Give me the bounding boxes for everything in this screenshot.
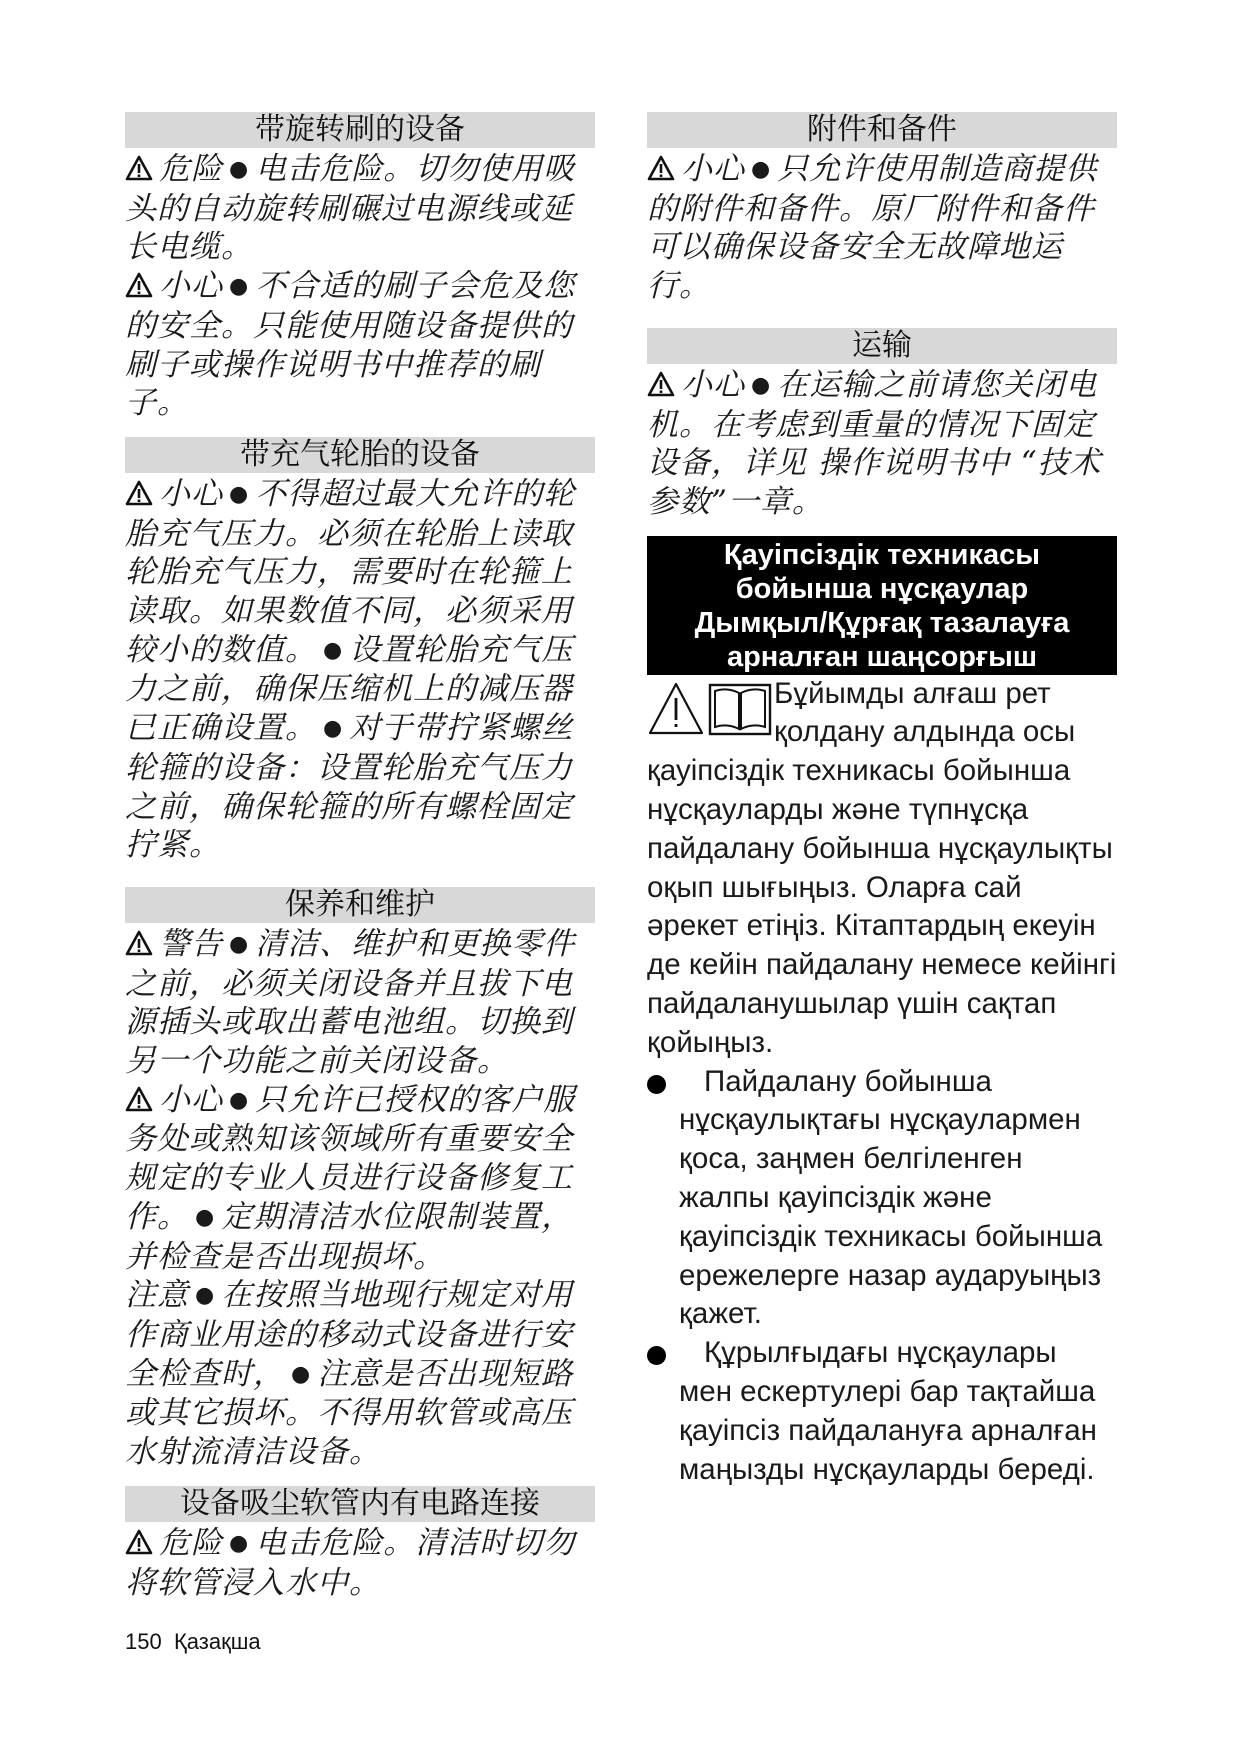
danger-paragraph [125,1524,595,1602]
caution-text: 设置轮胎充气压力之前，确保压缩机上的减压器已正确设置。 [125,631,574,747]
intro-text: қауіпсіздік техникасы бойынша нұсқауларды және түпнұсқа пайдалану бойынша нұсқаулықты оқып шығыңыз. Оларға сай әрекет етіңіз. Кітаптардың екеуін де кейін пайдалану немесе кейінгі пайдаланушылар үшін сақтап қойыңыз. [647,754,1117,1059]
danger-label: 危险 [159,1524,223,1561]
section-title-rotating-brush: 带旋转刷的设备 [125,112,595,148]
warning-text: 清洁、维护和更换零件之前，必须关闭设备并且拔下电源插头或取出蓄电池组。切换到另一个功能之前关闭设备。 [125,925,576,1080]
bullet-dot-icon: ● [323,637,344,663]
bullet-dot-icon: ● [323,716,344,742]
caution-text: 在运输之前请您关闭电机。在考虑到重量的情况下固定设备，详见 操作说明书中 “技术参数”一章。 [647,366,1102,520]
right-column [647,112,1117,1489]
warning-triangle-icon [125,1086,153,1112]
safety-bullet-list [647,1063,1117,1490]
bullet-dot-icon: ● [229,1087,250,1113]
intro-line: Бұйымды алғаш рет [774,676,1051,710]
section-title-accessories: 附件和备件 [647,112,1117,148]
list-item-text: Құрылғыдағы нұсқаулары мен ескертулері бар тақтайша қауіпсіз пайдалануға арналған маңызды нұсқауларды береді. [679,1336,1097,1486]
intro-line: қолдану алдында осы [774,715,1076,749]
warning-triangle-icon [125,480,153,506]
bullet-dot-icon: ● [229,157,250,182]
warning-triangle-icon [125,155,153,181]
section-title-maintenance: 保养和维护 [125,887,595,923]
caution-text: 对于带拧紧螺丝轮箍的设备：设置轮胎充气压力之前，确保轮箍的所有螺栓固定拧紧。 [125,710,574,864]
warning-triangle-icon [125,1529,153,1555]
section-title-pneumatic-tires: 带充气轮胎的设备 [125,437,595,473]
left-column [125,112,595,1602]
bullet-dot-icon: ● [195,1283,216,1309]
caution-paragraph [647,366,1117,522]
bullet-dot-icon: ● [229,274,250,300]
caution-paragraph [647,150,1117,306]
caution-text: 定期清洁水位限制装置，并检查是否出现损坏。 [125,1198,574,1275]
bullet-dot-icon [647,1075,666,1094]
caution-text: 只允许使用制造商提供的附件和备件。原厂附件和备件可以确保设备安全无故障地运行。 [647,151,1098,305]
bullet-dot-icon: ● [229,1530,250,1556]
warning-paragraph [125,925,595,1081]
heading-line: арналған шаңсорғыш [726,640,1038,673]
note-text: 在按照当地现行规定对用作商业用途的移动式设备进行安全检查时， [125,1277,574,1392]
heading-line: бойынша нұсқаулар [735,572,1029,605]
manual-book-icon [710,685,770,734]
warning-triangle-icon [125,930,153,956]
heading-line: Қауіпсіздік техникасы [723,538,1041,571]
bullet-dot-icon: ● [751,157,772,182]
page-footer [125,1629,261,1655]
bullet-dot-icon: ● [229,481,250,507]
caution-text: 不合适的刷子会危及您的安全。只能使用随设备提供的刷子或操作说明书中推荐的刷子。 [125,268,576,422]
caution-text: 只允许已授权的客户服务处或熟知该领域所有重要安全规定的专业人员进行设备修复工作。 [125,1081,576,1235]
caution-paragraph [125,475,595,865]
section-title-transport: 运输 [647,328,1117,364]
danger-paragraph [125,150,595,267]
caution-label: 小心 [159,1081,223,1118]
note-text: 注意是否出现短路或其它损坏。不得用软管或高压水射流清洁设备。 [125,1355,574,1471]
bullet-dot-icon: ● [751,372,772,398]
note-label: 注意 [125,1277,189,1314]
list-item-text: Пайдалану бойынша нұсқаулықтағы нұсқаулармен қоса, заңмен белгіленген жалпы қауіпсіздік және қауіпсіздік техникасы бойынша ережелерге назар аударуыңыз қажет. [679,1064,1103,1331]
danger-text: 电击危险。清洁时切勿将软管浸入水中。 [125,1524,576,1601]
caution-text: 不得超过最大允许的轮胎充气压力。必须在轮胎上读取轮胎充气压力，需要时在轮箍上读取。如果数值不同，必须采用较小的数值。 [125,475,576,668]
section-title-hose-electric: 设备吸尘软管内有电路连接 [125,1486,595,1522]
heading-line: Дымқыл/Құрғақ тазалауға [694,606,1070,639]
warning-label: 警告 [159,925,223,962]
warning-triangle-icon [125,272,153,298]
warning-and-manual-icons [647,681,777,741]
bullet-dot-icon [647,1346,666,1365]
caution-label: 小心 [159,268,223,305]
caution-paragraph [125,1081,595,1277]
danger-label: 危险 [159,151,223,187]
footer-language: Қазақша [173,1629,261,1654]
bullet-dot-icon: ● [229,931,250,957]
caution-label: 小心 [159,475,223,512]
list-item [647,1334,1117,1489]
caution-paragraph [125,267,595,423]
list-item [647,1063,1117,1335]
note-paragraph [125,1276,595,1472]
page-number: 150 [125,1629,162,1654]
warning-triangle-icon [650,684,702,733]
danger-text: 电击危险。切勿使用吸头的自动旋转刷碾过电源线或延长电缆。 [125,151,576,266]
caution-label: 小心 [681,366,745,403]
warning-triangle-icon [647,371,675,397]
kazakh-section-heading [647,536,1117,675]
bullet-dot-icon: ● [291,1361,312,1387]
warning-triangle-icon [647,155,675,181]
intro-paragraph [647,675,1117,1063]
bullet-dot-icon: ● [195,1204,216,1230]
caution-label: 小心 [681,151,745,187]
